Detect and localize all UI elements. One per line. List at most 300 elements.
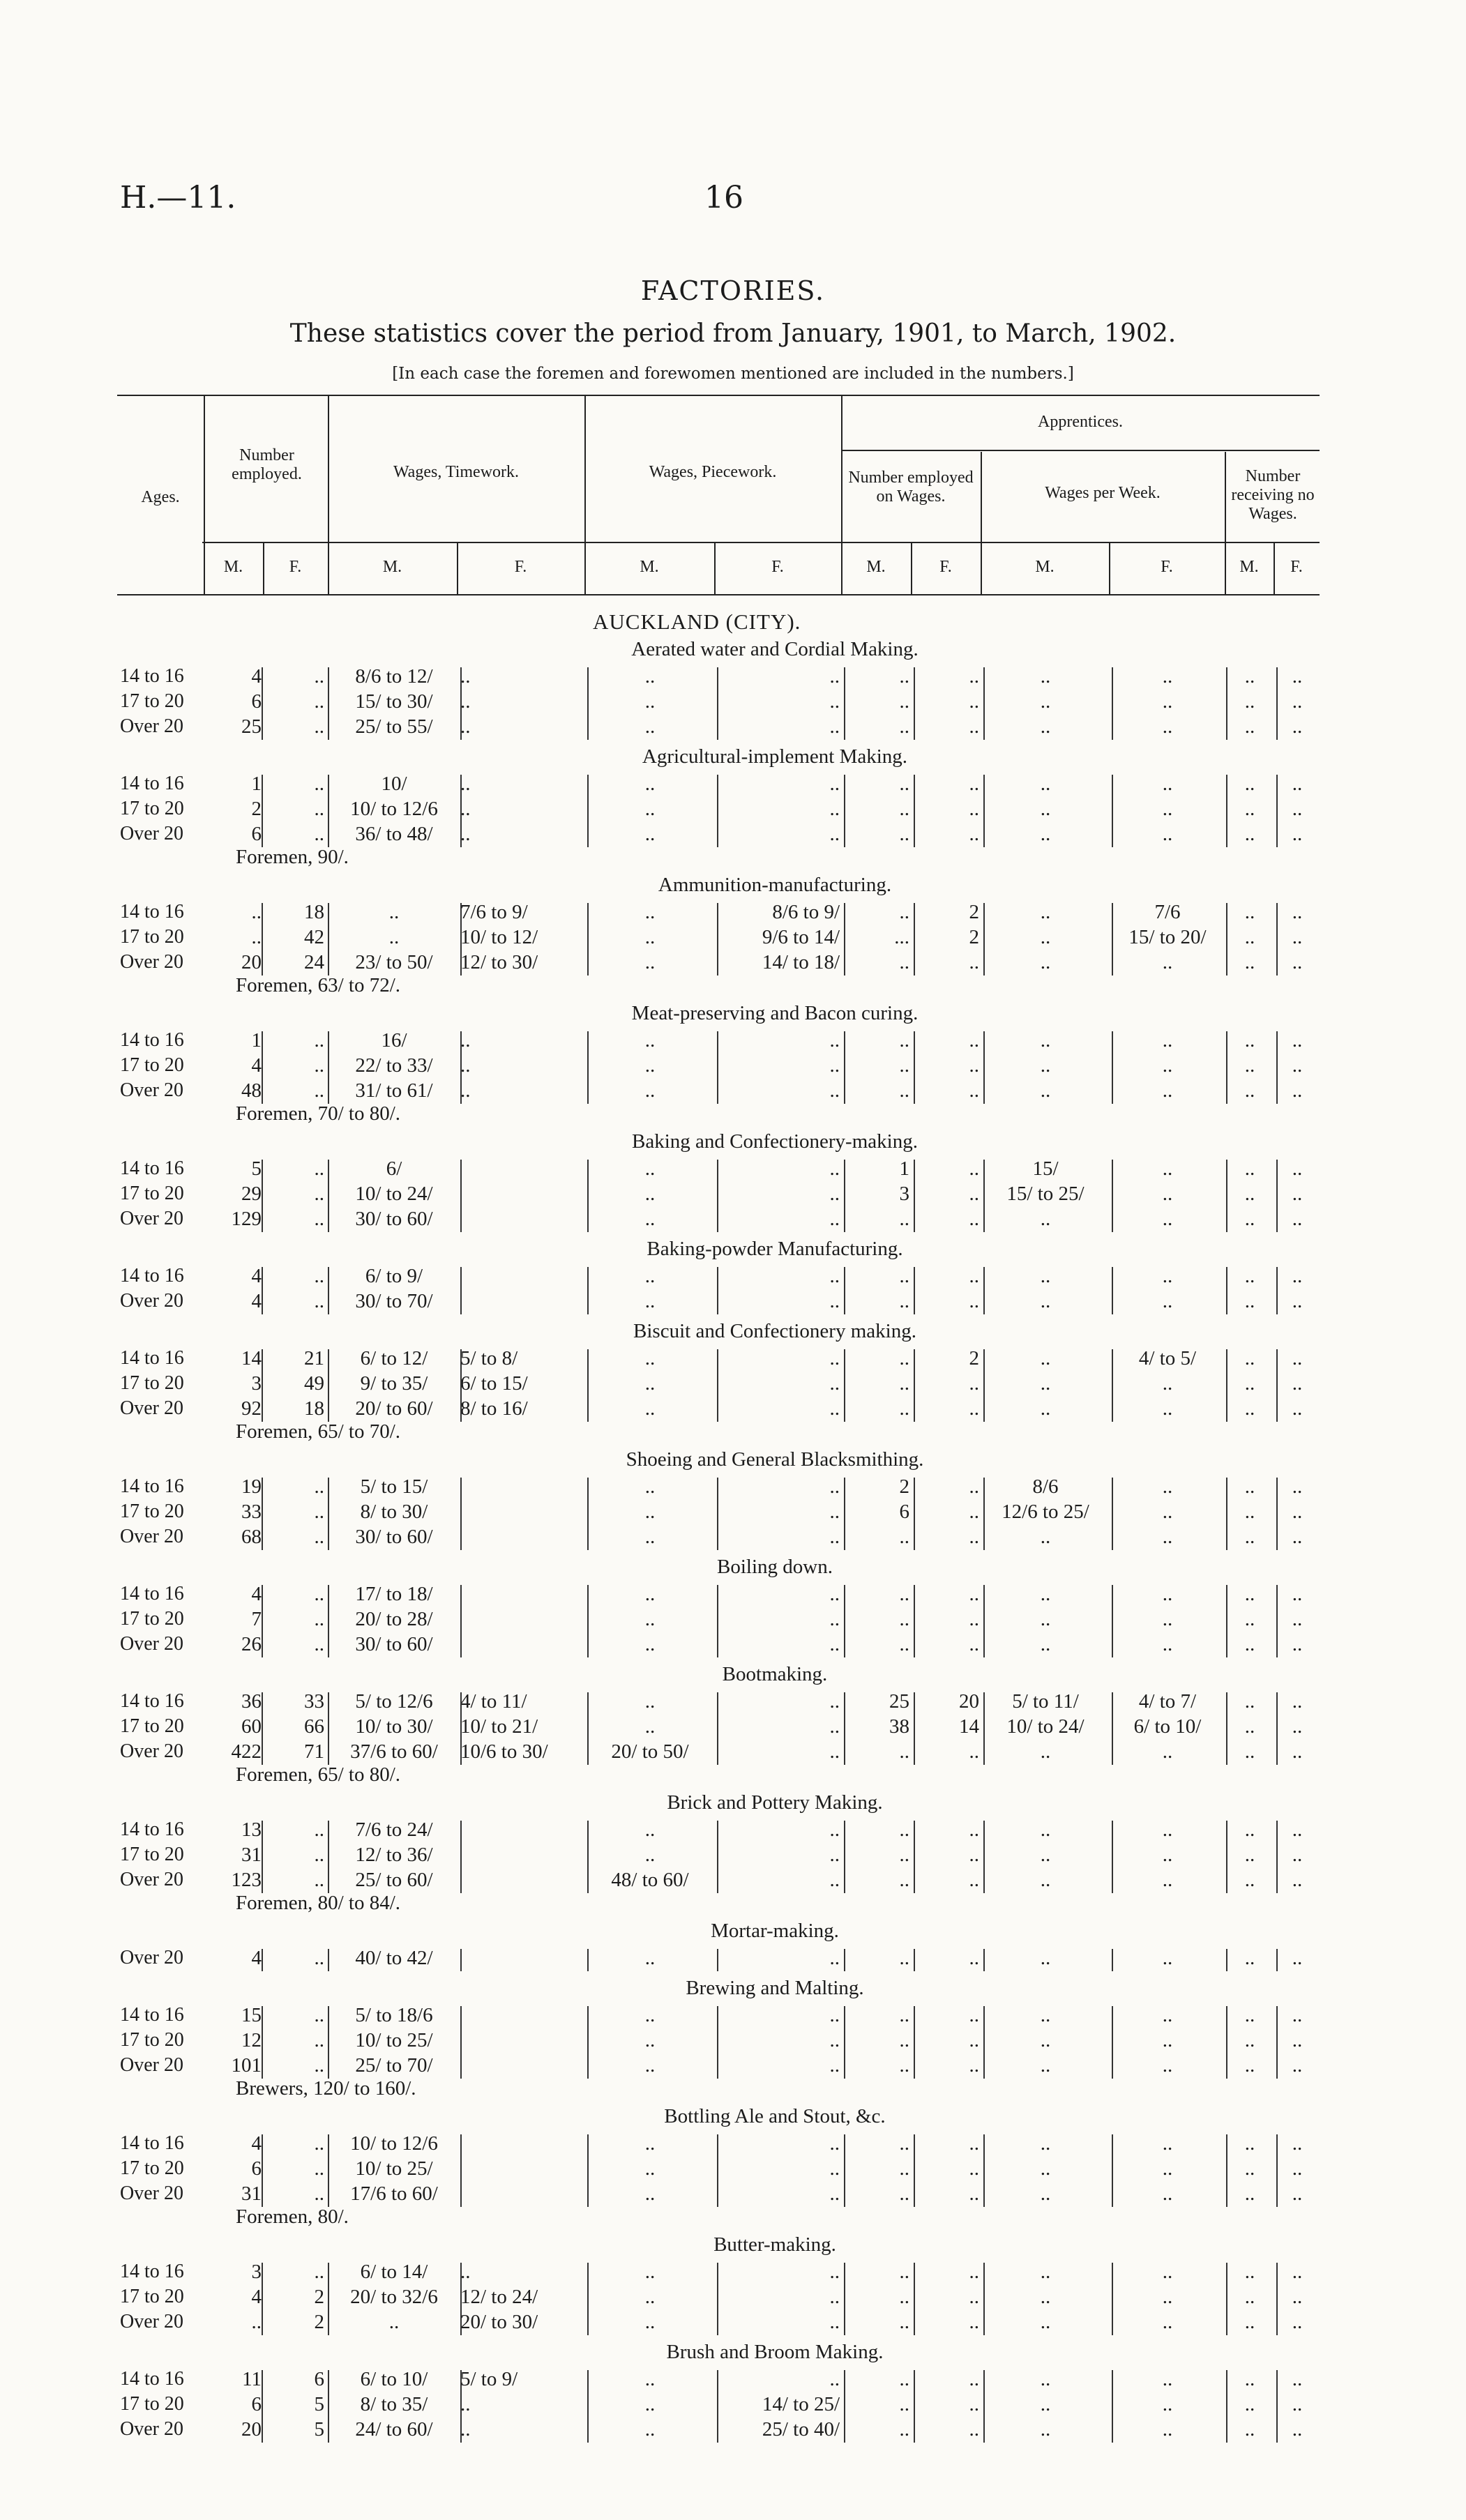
table-cell: 5/ to 12/6 [355, 1690, 433, 1713]
table-cell: .. [1162, 1869, 1173, 1891]
col-app-no-wages: Number receiving no Wages. [1231, 467, 1315, 523]
column-separator [1276, 2006, 1278, 2079]
table-cell: .. [1162, 2311, 1173, 2333]
table-cell: 12/ to 36/ [355, 1844, 433, 1866]
table-cell: 3 [899, 1183, 909, 1205]
table-cell: 2 [969, 1347, 979, 1369]
table-cell: .. [644, 2183, 656, 2205]
table-cell: .. [1244, 1372, 1255, 1395]
table-cell: 20/ to 30/ [460, 2311, 538, 2333]
table-cell: .. [829, 2029, 840, 2051]
table-cell: .. [969, 773, 979, 795]
table-cell: .. [1292, 1290, 1303, 1312]
column-separator [460, 2006, 462, 2079]
table-cell: 25/ to 60/ [355, 1869, 433, 1891]
table-cell: .. [1244, 1740, 1255, 1763]
table-cell: .. [644, 1157, 656, 1180]
table-cell: .. [1162, 1583, 1173, 1605]
table-cell: .. [1162, 2004, 1173, 2026]
table-cell: .. [829, 798, 840, 820]
table-cell: .. [1162, 2054, 1173, 2077]
table-cell: 12 [241, 2029, 262, 2051]
table-cell: .. [388, 926, 400, 948]
table-cell: .. [1292, 1690, 1303, 1713]
table-cell: .. [644, 715, 656, 738]
table-cell: .. [829, 2004, 840, 2026]
column-separator [587, 667, 589, 740]
column-separator [717, 1031, 718, 1104]
col-apprentices: Apprentices. [1038, 413, 1123, 431]
column-separator [587, 2263, 589, 2335]
table-cell: .. [969, 1501, 979, 1523]
table-cell: .. [1162, 2368, 1173, 2390]
table-cell: 24 [304, 951, 324, 973]
column-separator [328, 1949, 329, 1971]
table-cell: .. [1040, 2004, 1051, 2026]
table-cell: .. [1244, 1183, 1255, 1205]
column-separator [328, 1267, 329, 1314]
table-cell: 10/6 to 30/ [460, 1740, 548, 1763]
table-cell: .. [460, 2393, 471, 2415]
column-separator [717, 1949, 718, 1971]
table-cell: .. [460, 1054, 471, 1077]
table-cell: 123 [231, 1869, 262, 1891]
table-cell: .. [829, 1183, 840, 1205]
column-separator [1276, 1349, 1278, 1422]
column-separator [1276, 1585, 1278, 1657]
col-f: F. [514, 558, 527, 576]
column-separator [717, 775, 718, 847]
row-age: 17 to 20 [120, 1372, 184, 1394]
column-separator [1112, 1585, 1113, 1657]
row-age: 17 to 20 [120, 690, 184, 712]
column-separator [587, 2370, 589, 2443]
table-cell: .. [1292, 1844, 1303, 1866]
column-separator [983, 1478, 985, 1550]
table-cell: .. [314, 1157, 324, 1180]
table-cell: .. [829, 1079, 840, 1102]
table-cell: .. [1292, 798, 1303, 820]
col-f: F. [1161, 558, 1173, 576]
column-separator [1112, 2134, 1113, 2207]
table-cell: .. [1040, 1290, 1051, 1312]
column-separator [844, 1160, 845, 1232]
table-cell: .. [1244, 1054, 1255, 1077]
table-cell: 25 [889, 1690, 909, 1713]
table-cell: 17/6 to 60/ [350, 2183, 438, 2205]
table-cell: 4 [251, 665, 262, 688]
column-separator [1276, 2134, 1278, 2207]
table-cell: .. [899, 1583, 909, 1605]
table-cell: .. [969, 2004, 979, 2026]
table-cell: .. [644, 1290, 656, 1312]
table-cell: 6/ to 10/ [360, 2368, 428, 2390]
table-cell: .. [1162, 1183, 1173, 1205]
table-cell: .. [1040, 2418, 1051, 2441]
table-cell: .. [899, 2054, 909, 2077]
table-cell: .. [1162, 1608, 1173, 1630]
table-cell: 29 [241, 1183, 262, 1205]
table-cell: .. [1292, 1183, 1303, 1205]
table-cell: .. [314, 2054, 324, 2077]
table-cell: .. [829, 1819, 840, 1841]
table-cell: .. [969, 2393, 979, 2415]
table-cell: .. [829, 665, 840, 688]
table-cell: 8/ to 35/ [360, 2393, 428, 2415]
column-separator [914, 1949, 915, 1971]
column-separator [1276, 667, 1278, 740]
table-cell: .. [460, 690, 471, 713]
table-cell: .. [460, 798, 471, 820]
column-separator [460, 1821, 462, 1893]
table-cell: .. [1162, 1633, 1173, 1655]
table-cell: 1 [899, 1157, 909, 1180]
row-age: Over 20 [120, 1633, 183, 1655]
table-cell: .. [829, 715, 840, 738]
table-cell: .. [251, 926, 262, 948]
table-cell: 4/ to 5/ [1138, 1347, 1197, 1369]
column-separator [717, 1160, 718, 1232]
table-cell: .. [969, 1740, 979, 1763]
table-cell: 6/ [386, 1157, 402, 1180]
table-cell: .. [1162, 2183, 1173, 2205]
table-cell: .. [969, 1819, 979, 1841]
table-cell: .. [314, 823, 324, 845]
table-cell: .. [251, 901, 262, 923]
column-separator [328, 1349, 329, 1422]
table-cell: .. [1162, 1475, 1173, 1498]
table-cell: 10/ to 21/ [460, 1715, 538, 1738]
column-separator [914, 1160, 915, 1232]
column-separator [1112, 2263, 1113, 2335]
column-separator [328, 667, 329, 740]
table-cell: .. [829, 1633, 840, 1655]
column-separator [983, 2263, 985, 2335]
table-cell: .. [1040, 2286, 1051, 2308]
column-separator [460, 1160, 462, 1232]
table-cell: 4 [251, 1265, 262, 1287]
column-separator [262, 667, 263, 740]
table-cell: .. [1244, 926, 1255, 948]
table-cell: .. [969, 1475, 979, 1498]
table-cell: .. [1162, 1372, 1173, 1395]
column-separator [587, 1160, 589, 1232]
table-cell: .. [899, 1526, 909, 1548]
column-separator [1112, 1267, 1113, 1314]
table-cell: .. [1162, 2286, 1173, 2308]
table-cell: .. [899, 1079, 909, 1102]
table-cell: 5/ to 18/6 [355, 2004, 433, 2026]
table-cell: 5 [251, 1157, 262, 1180]
table-cell: 4 [251, 1054, 262, 1077]
table-cell: .. [899, 1947, 909, 1969]
table-cell: .. [1292, 2311, 1303, 2333]
document-reference: H.—11. [120, 180, 236, 215]
table-cell: 30/ to 60/ [355, 1526, 433, 1548]
table-cell: 18 [304, 901, 324, 923]
column-separator [844, 1267, 845, 1314]
section-title: Brick and Pottery Making. [667, 1791, 883, 1814]
table-cell: .. [644, 1347, 656, 1369]
table-cell: .. [1292, 823, 1303, 845]
column-separator [844, 1478, 845, 1550]
table-cell: .. [969, 1290, 979, 1312]
table-cell: .. [1292, 1265, 1303, 1287]
table-cell: 6 [251, 690, 262, 713]
table-cell: .. [1292, 1633, 1303, 1655]
table-cell: .. [1040, 2054, 1051, 2077]
table-cell: .. [644, 2311, 656, 2333]
table-cell: .. [899, 951, 909, 973]
row-age: Over 20 [120, 1208, 183, 1229]
table-cell: .. [1040, 2261, 1051, 2283]
column-separator [983, 1692, 985, 1765]
table-cell: .. [1040, 2368, 1051, 2390]
table-cell: .. [314, 1526, 324, 1548]
table-cell: .. [1244, 2004, 1255, 2026]
table-cell: .. [1162, 2393, 1173, 2415]
column-separator [914, 1585, 915, 1657]
col-m: M. [866, 558, 886, 576]
table-cell: .. [899, 1265, 909, 1287]
table-cell: .. [1244, 1690, 1255, 1713]
row-age: Over 20 [120, 1526, 183, 1547]
column-separator [983, 2134, 985, 2207]
table-cell: .. [1292, 2157, 1303, 2180]
row-age: Over 20 [120, 2311, 183, 2332]
column-separator [983, 1349, 985, 1422]
table-cell: .. [1162, 2418, 1173, 2441]
table-cell: .. [899, 773, 909, 795]
table-cell: 6 [251, 2393, 262, 2415]
table-cell: .. [314, 1501, 324, 1523]
column-separator [1226, 2134, 1227, 2207]
table-cell: .. [1244, 1947, 1255, 1969]
table-cell: .. [314, 1844, 324, 1866]
table-cell: .. [1244, 2054, 1255, 2077]
table-cell: .. [1040, 1347, 1051, 1369]
column-separator [844, 1821, 845, 1893]
column-separator [262, 2263, 263, 2335]
table-cell: .. [969, 823, 979, 845]
column-separator [983, 1821, 985, 1893]
table-cell: .. [644, 1265, 656, 1287]
column-separator [844, 2006, 845, 2079]
row-age: 14 to 16 [120, 665, 184, 687]
table-cell: .. [1292, 1347, 1303, 1369]
table-cell: .. [829, 2368, 840, 2390]
table-cell: 10/ to 12/ [460, 926, 538, 948]
table-cell: .. [1244, 901, 1255, 923]
table-cell: .. [829, 1347, 840, 1369]
table-cell: .. [1162, 951, 1173, 973]
column-separator [1226, 2263, 1227, 2335]
table-cell: .. [1292, 1208, 1303, 1230]
table-cell: .. [644, 1079, 656, 1102]
table-cell: .. [1244, 2393, 1255, 2415]
table-cell: .. [314, 1208, 324, 1230]
table-cell: .. [644, 1183, 656, 1205]
column-separator [1226, 775, 1227, 847]
column-separator [460, 1349, 462, 1422]
foremen-note: Foremen, 65/ to 80/. [236, 1763, 401, 1786]
table-cell: 4 [251, 1290, 262, 1312]
table-cell: .. [969, 2261, 979, 2283]
table-cell: .. [969, 1079, 979, 1102]
table-cell: 20 [959, 1690, 979, 1713]
table-cell: .. [1040, 798, 1051, 820]
row-age: Over 20 [120, 2054, 183, 2076]
table-cell: 4/ to 7/ [1138, 1690, 1197, 1713]
table-cell: .. [899, 2157, 909, 2180]
section-title: Boiling down. [717, 1556, 833, 1578]
table-cell: 33 [241, 1501, 262, 1523]
column-separator [717, 2134, 718, 2207]
column-separator [262, 1821, 263, 1893]
table-cell: .. [1162, 2157, 1173, 2180]
column-separator [587, 1478, 589, 1550]
table-cell: .. [460, 773, 471, 795]
page-subtitle: These statistics cover the period from January, 1901, to March, 1902. [289, 319, 1177, 348]
table-cell: 30/ to 60/ [355, 1633, 433, 1655]
table-cell: .. [829, 1265, 840, 1287]
column-separator [844, 667, 845, 740]
table-cell: .. [1040, 2311, 1051, 2333]
table-cell: .. [1292, 2029, 1303, 2051]
row-age: 14 to 16 [120, 1690, 184, 1712]
column-separator [262, 1160, 263, 1232]
table-cell: .. [969, 1157, 979, 1180]
table-cell: .. [1244, 798, 1255, 820]
table-cell: .. [1292, 1157, 1303, 1180]
table-cell: .. [314, 2261, 324, 2283]
table-cell: .. [1244, 1079, 1255, 1102]
col-app-wages-per-week: Wages per Week. [1045, 484, 1161, 502]
table-cell: .. [314, 2183, 324, 2205]
table-cell: 7/6 [1154, 901, 1181, 923]
col-m: M. [223, 558, 243, 576]
table-cell: .. [314, 1819, 324, 1841]
table-cell: .. [644, 1690, 656, 1713]
table-cell: .. [644, 1819, 656, 1841]
col-m: M. [1035, 558, 1055, 576]
column-separator [587, 1692, 589, 1765]
table-cell: .. [899, 2311, 909, 2333]
table-cell: 5 [314, 2393, 324, 2415]
table-cell: .. [1292, 665, 1303, 688]
table-cell: .. [1040, 901, 1051, 923]
foremen-note: Foremen, 80/ to 84/. [236, 1892, 401, 1914]
table-cell: .. [1040, 1947, 1051, 1969]
table-cell: .. [1040, 951, 1051, 973]
table-cell: .. [1244, 1633, 1255, 1655]
column-separator [1226, 1349, 1227, 1422]
table-cell: .. [829, 1869, 840, 1891]
table-cell: .. [1162, 1054, 1173, 1077]
table-cell: .. [1292, 2054, 1303, 2077]
table-cell: 10/ [381, 773, 407, 795]
column-separator [717, 667, 718, 740]
table-cell: .. [899, 1869, 909, 1891]
table-cell: .. [899, 2393, 909, 2415]
row-age: 17 to 20 [120, 1501, 184, 1522]
column-separator [328, 775, 329, 847]
column-separator [1226, 1821, 1227, 1893]
table-cell: .. [1244, 715, 1255, 738]
table-cell: .. [1292, 2286, 1303, 2308]
column-separator [844, 2134, 845, 2207]
table-cell: .. [899, 2368, 909, 2390]
table-cell: 9/6 to 14/ [762, 926, 840, 948]
column-separator [717, 1478, 718, 1550]
table-cell: 15 [241, 2004, 262, 2026]
table-cell: .. [1244, 1208, 1255, 1230]
column-separator [914, 903, 915, 976]
table-cell: .. [388, 2311, 400, 2333]
column-separator [717, 1267, 718, 1314]
table-cell: .. [1292, 2261, 1303, 2283]
table-cell: .. [1244, 2418, 1255, 2441]
table-cell: .. [1244, 1608, 1255, 1630]
column-separator [914, 1478, 915, 1550]
row-age: 17 to 20 [120, 2029, 184, 2051]
table-cell: .. [829, 1290, 840, 1312]
column-separator [1112, 1478, 1113, 1550]
table-cell: .. [1162, 1501, 1173, 1523]
table-cell: .. [1292, 1029, 1303, 1052]
table-cell: 4 [251, 1583, 262, 1605]
table-cell: 2 [969, 901, 979, 923]
table-cell: .. [1244, 1397, 1255, 1420]
table-cell: .. [644, 1054, 656, 1077]
table-cell: 1 [251, 1029, 262, 1052]
table-cell: 10/ to 25/ [355, 2157, 433, 2180]
column-separator [328, 1160, 329, 1232]
table-cell: .. [644, 1397, 656, 1420]
table-cell: .. [251, 2311, 262, 2333]
table-cell: .. [899, 1819, 909, 1841]
section-title: Meat-preserving and Bacon curing. [631, 1002, 919, 1024]
table-cell: .. [644, 1947, 656, 1969]
col-f: F. [939, 558, 952, 576]
column-separator [587, 1821, 589, 1893]
table-cell: .. [899, 1397, 909, 1420]
column-separator [262, 1349, 263, 1422]
column-separator [844, 775, 845, 847]
column-separator [328, 1031, 329, 1104]
table-cell: .. [899, 2418, 909, 2441]
table-cell: 21 [304, 1347, 324, 1369]
row-age: Over 20 [120, 715, 183, 737]
table-cell: .. [899, 1208, 909, 1230]
foremen-note: Foremen, 90/. [236, 846, 349, 868]
column-separator [844, 903, 845, 976]
table-cell: .. [829, 1157, 840, 1180]
column-separator [983, 667, 985, 740]
table-cell: 6/ to 14/ [360, 2261, 428, 2283]
row-age: 14 to 16 [120, 1157, 184, 1179]
row-age: 17 to 20 [120, 1054, 184, 1076]
table-cell: 38 [889, 1715, 909, 1738]
table-cell: 129 [231, 1208, 262, 1230]
table-cell: 15/ [1032, 1157, 1059, 1180]
table-cell: .. [1292, 1475, 1303, 1498]
table-cell: .. [314, 665, 324, 688]
table-cell: 14 [959, 1715, 979, 1738]
column-separator [1226, 2370, 1227, 2443]
table-cell: .. [1244, 1583, 1255, 1605]
table-cell: 2 [251, 798, 262, 820]
